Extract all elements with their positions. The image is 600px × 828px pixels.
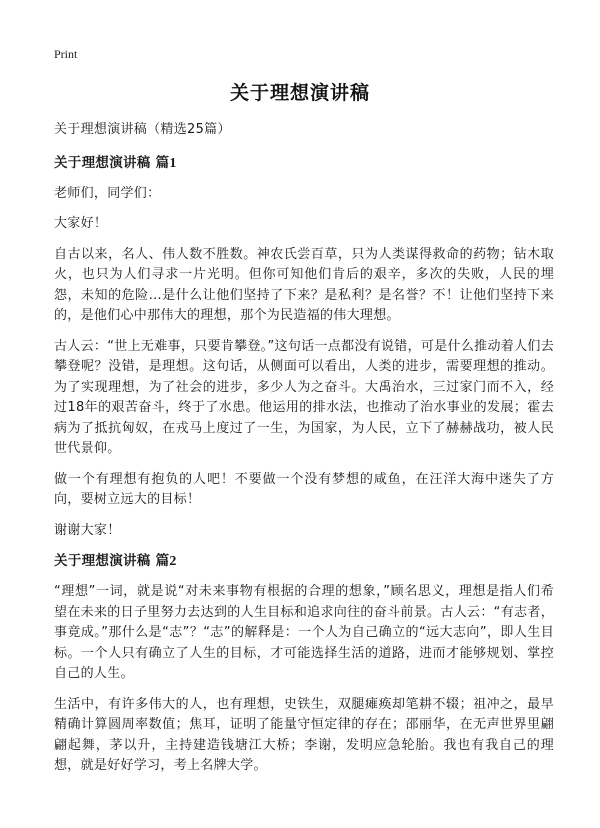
article-heading-text: 关于理想演讲稿 篇: [54, 553, 170, 569]
article-heading-number: 1: [169, 155, 177, 171]
greeting-line: 老师们，同学们：: [54, 185, 161, 201]
print-link[interactable]: Print: [54, 47, 78, 61]
article-heading: [54, 153, 554, 174]
body-paragraph: 自古以来，名人、伟人数不胜数。神农氏尝百草，只为人类谋得救命的药物；钻木取火，也只为人们寻求一片光明。但你可知他们肯后的艰辛，多次的失败，人民的埋怨，未知的危险…是什么让他们坚持了下来？是私利？是名誉？不！让他们坚持下来的，是他们心中那伟大的理想，那个为民造福的伟大理想。: [54, 246, 554, 323]
article-1: [54, 153, 554, 542]
closing-line: 谢谢大家！: [54, 522, 121, 538]
article-heading-text: 关于理想演讲稿 篇: [54, 154, 170, 171]
body-paragraph: “理想”一词，就是说“对未来事物有根据的合理的想象，”顾名思义，理想是指人们希望在未来的日子里努力去达到的人生目标和追求向往的奋斗前景。古人云：“有志者，事竟成。”那什么是“志”？“志”的解释是：一个人为自己确立的“远大志向”，即人生目标。一个人只有确立了人生的目标，才可能选择生活的道路，进而才能够规划、掌控自己的人生。: [54, 584, 554, 681]
body-paragraph: 生活中，有许多伟大的人，也有理想，史铁生，双腿瘫痪却笔耕不辍；祖冲之，最早精确计算圆周率数值；焦耳，证明了能量守恒定律的存在；邵丽华，在无声世界里翩翩起舞，茅以升，主持建造钱塘江大桥；李谢，发明应急轮胎。我也有我自己的理想，就是好好学习，考上名牌大学。: [54, 696, 554, 773]
article-heading: [54, 551, 554, 572]
article-2: [54, 551, 554, 777]
body-paragraph: 古人云：“世上无难事，只要肯攀登。”这句话一点都没有说错，可是什么推动着人们去攀登呢？没错，是理想。这句话，从侧面可以看出，人类的进步，需要理想的推动。为了实现理想，为了社会的进步，多少人为之奋斗。大禹治水，三过家门而不入，经过18年的艰苦奋斗，终于了水患。他运用的排水法，也推动了治水事业的发展；霍去病为了抵抗匈奴，在戎马上度过了一生，为国家，为人民，立下了赫赫战功，被人民世代景仰。: [54, 338, 554, 456]
greeting-line: 大家好！: [54, 216, 108, 231]
document-subtitle: 关于理想演讲稿（精选25篇）: [54, 122, 231, 137]
page-title: 关于理想演讲稿: [229, 82, 370, 104]
document-body: [54, 120, 554, 787]
article-heading-number: 2: [169, 554, 177, 569]
body-paragraph: 做一个有理想有抱负的人吧！不要做一个没有梦想的咸鱼，在汪洋大海中迷失了方向，要树立远大的目标！: [54, 471, 554, 507]
